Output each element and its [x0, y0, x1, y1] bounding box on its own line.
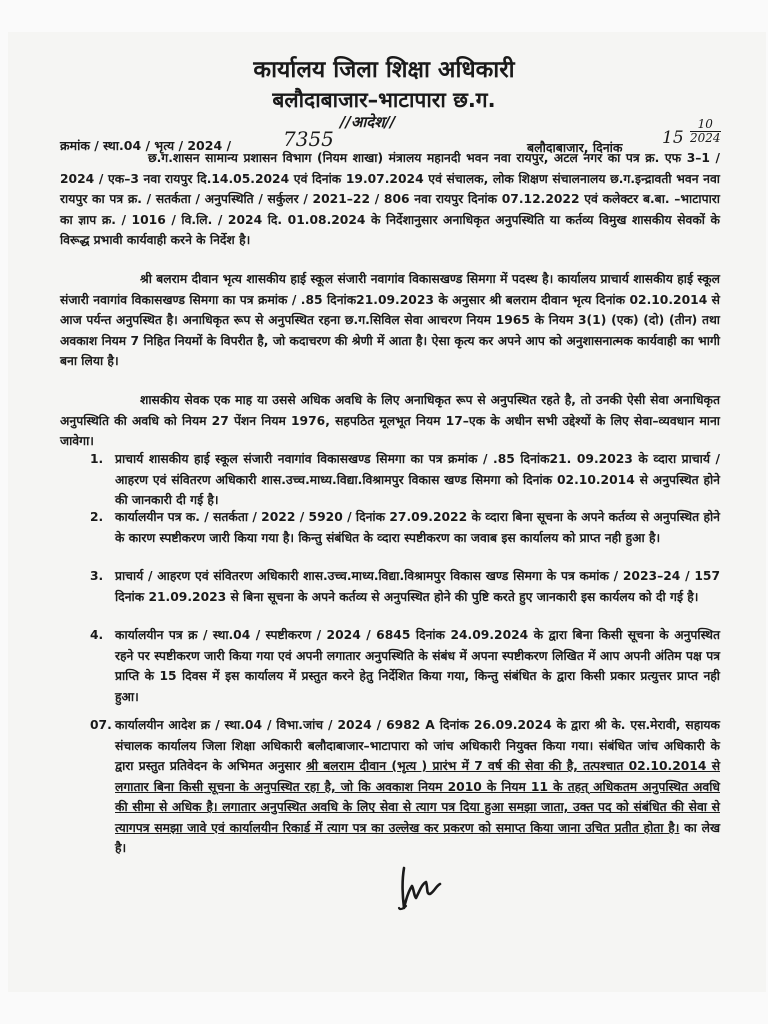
- item-7-underlined: श्री बलराम दीवान (भृत्य ) प्रारंभ में 7 वर्ष की सेवा की है, तत्पश्चात 02.10.2014 से लगातार बिना किसी सूचना के अनुपस्थित रहा है, जो कि अवकाश नियम 2010 के नियम 11 के तहत् अधिकतम अनुपस्थित अवधि की सीमा से अधिक है। लगातार अनुपस्थित अवधि के लिए सेवा से त्याग पत्र दिया हुआ समझा जाता, उक्त पद को संबंधित की सेवा से त्यागपत्र समझा जावे एवं कार्यालयीन रिकार्ड में त्याग पत्र का उल्लेख कर प्रकरण को समाप्त किया जाना उचित प्रतीत होता है।: [115, 759, 721, 835]
- date-month-year: [690, 118, 721, 145]
- place-date-label: बलौदाबाजार, दिनांक: [527, 140, 623, 155]
- paragraph-3: शासकीय सेवक एक माह या उससे अधिक अवधि के लिए अनाधिकृत रूप से अनुपस्थित रहते है, तो उनकी ऐसी सेवा अनाधिकृत अनुपस्थिति की अवधि को नियम 27 पेंशन नियम 1976, सहपठित मूलभूत नियम 17–एक के अधीन सभी उद्देश्यों के लिए सेवा–व्यवधान माना जावेगा।: [60, 393, 720, 448]
- date-day: 15: [662, 128, 684, 148]
- date-month: 10: [697, 117, 713, 131]
- paragraph-2: श्री बलराम दीवान भृत्य शासकीय हाई स्कूल संजारी नवागांव विकासखण्ड सिमगा में पदस्थ है। कार्यालय प्राचार्य शासकीय हाई स्कूल संजारी नवागांव विकासखण्ड सिमगा का पत्र क्रमांक / .85 दिनांक21.09.2023 के अनुसार श्री बलराम दीवान भृत्य दिनांक 02.10.2014 से आज पर्यन्त अनुपस्थित है। अनाधिकृत रूप से अनुपस्थित रहना छ.ग.सिविल सेवा आचरण नियम 1965 के नियम 3(1) (एक) (दो) (तीन) तथा अवकाश नियम 7 निहित नियमों के विपरीत है, जो कदाचरण की श्रेणी में आता है। ऐसा कृत्य कर अपने आप को अनुशासनात्मक कार्यवाही का भागी बना लिया है।: [60, 272, 720, 368]
- item-number: 2.: [90, 510, 104, 524]
- office-title: कार्यालय जिला शिक्षा अधिकारी: [253, 57, 515, 83]
- item-number: 07.: [90, 718, 112, 732]
- reference-prefix: क्रमांक / स्था.04 / भृत्य / 2024 /: [60, 138, 232, 153]
- list-item: [115, 715, 720, 859]
- list-item: प्राचार्य / आहरण एवं संवितरण अधिकारी शास.उच्च.माध्य.विद्या.विश्रामपुर विकास खण्ड सिमगा के पत्र कमांक / 2023–24 / 157 दिनांक 21.09.2023 से बिना सूचना के अपने कर्तव्य से अनुपस्थित होने की पुष्टि करते हुए जानकारी इस कार्यलय को दी गई है।: [115, 569, 720, 604]
- date-year: 2024: [690, 131, 721, 145]
- item-7-text: कार्यालयीन आदेश क्र / स्था.04 / विभा.जांच / 2024 / 6982 A दिनांक 26.09.2024 के द्वारा श्री के. एस.मेरावी, सहायक संचालक कार्यालय जिला शिक्षा अधिकारी बलौदाबाजार–भाटापारा को जांच अधिकारी नियुक्त किया गया। संबंधित जांच अधिकारी के द्वारा प्रस्तुत प्रतिवेदन के अभिमत अनुसार: [115, 718, 720, 773]
- list-item: कार्यालयीन पत्र क. / सतर्कता / 2022 / 5920 / दिनांक 27.09.2022 के व्दारा बिना सूचना के अपने कर्तव्य से अनुपस्थित होने के कारण स्पष्टीकरण जारी किया गया है। किन्तु संबंधित के व्दारा स्पष्टीकरण का जवाब इस कार्यालय को प्राप्त नही हुआ है।: [115, 510, 720, 545]
- item-number: 3.: [90, 569, 104, 583]
- list-item: कार्यालयीन पत्र क्र / स्था.04 / स्पष्टीकरण / 2024 / 6845 दिनांक 24.09.2024 के द्वारा बिना किसी सूचना के अनुपस्थित रहने पर स्पष्टीकरण जारी किया गया एवं अपनी लगातार अनुपस्थिति के संबंध में अपना स्पष्टीकरण लिखित में आप अपनी अंतिम पक्ष पत्र प्राप्ति के 15 दिवस में इस कार्यालय में प्रस्तुत करने हेतु निर्देशित किया गया, किन्तु संबंधित के द्वारा किसी प्रकार प्रत्युत्तर प्राप्त नही हुआ।: [115, 628, 720, 704]
- intro-paragraph: छ.ग.शासन सामान्य प्रशासन विभाग (नियम शाखा) मंत्रालय महानदी भवन नवा रायपुर, अटल नगर का पत्र क्र. एफ 3–1 / 2024 / एक–3 नवा रायपुर दि.14.05.2024 एवं दिनांक 19.07.2024 एवं संचालक, लोक शिक्षण संचालनालय छ.ग.इन्द्रावती भवन नवा रायपुर का पत्र क्र. / सतर्कता / अनुपस्थिति / सर्कुलर / 2021–22 / 806 नवा रायपुर दिनांक 07.12.2022 एवं कलेक्टर ब.बा. –भाटापारा का ज्ञाप क्र. / 1016 / वि.लि. / 2024 दि. 01.08.2024 के निर्देशानुसार अनाधिकृत अनुपस्थिति या कर्तव्य विमुख शासकीय सेवकों के विरूद्ध प्रभावी कार्यवाही करने के निर्देश है।: [60, 151, 720, 247]
- signature: [396, 862, 448, 914]
- item-7-end: का लेख है।: [115, 820, 721, 855]
- office-place: बलौदाबाजार–भाटापारा छ.ग.: [272, 88, 496, 112]
- item-number: 4.: [90, 628, 104, 642]
- item-number: 1.: [90, 452, 104, 466]
- list-item: प्राचार्य शासकीय हाई स्कूल संजारी नवागांव विकासखण्ड सिमगा का पत्र क्रमांक / .85 दिनांक21. 09.2023 के व्दारा प्राचार्य / आहरण एवं संवितरण अधिकारी शास.उच्च.माध्य.विद्या.विश्रामपुर विकास खण्ड सिमगा को दिनांक 02.10.2014 से अनुपस्थित होने की जानकारी दी गई है।: [115, 452, 720, 507]
- reference-number: 7355: [283, 127, 334, 151]
- order-label: //आदेश//: [340, 113, 396, 131]
